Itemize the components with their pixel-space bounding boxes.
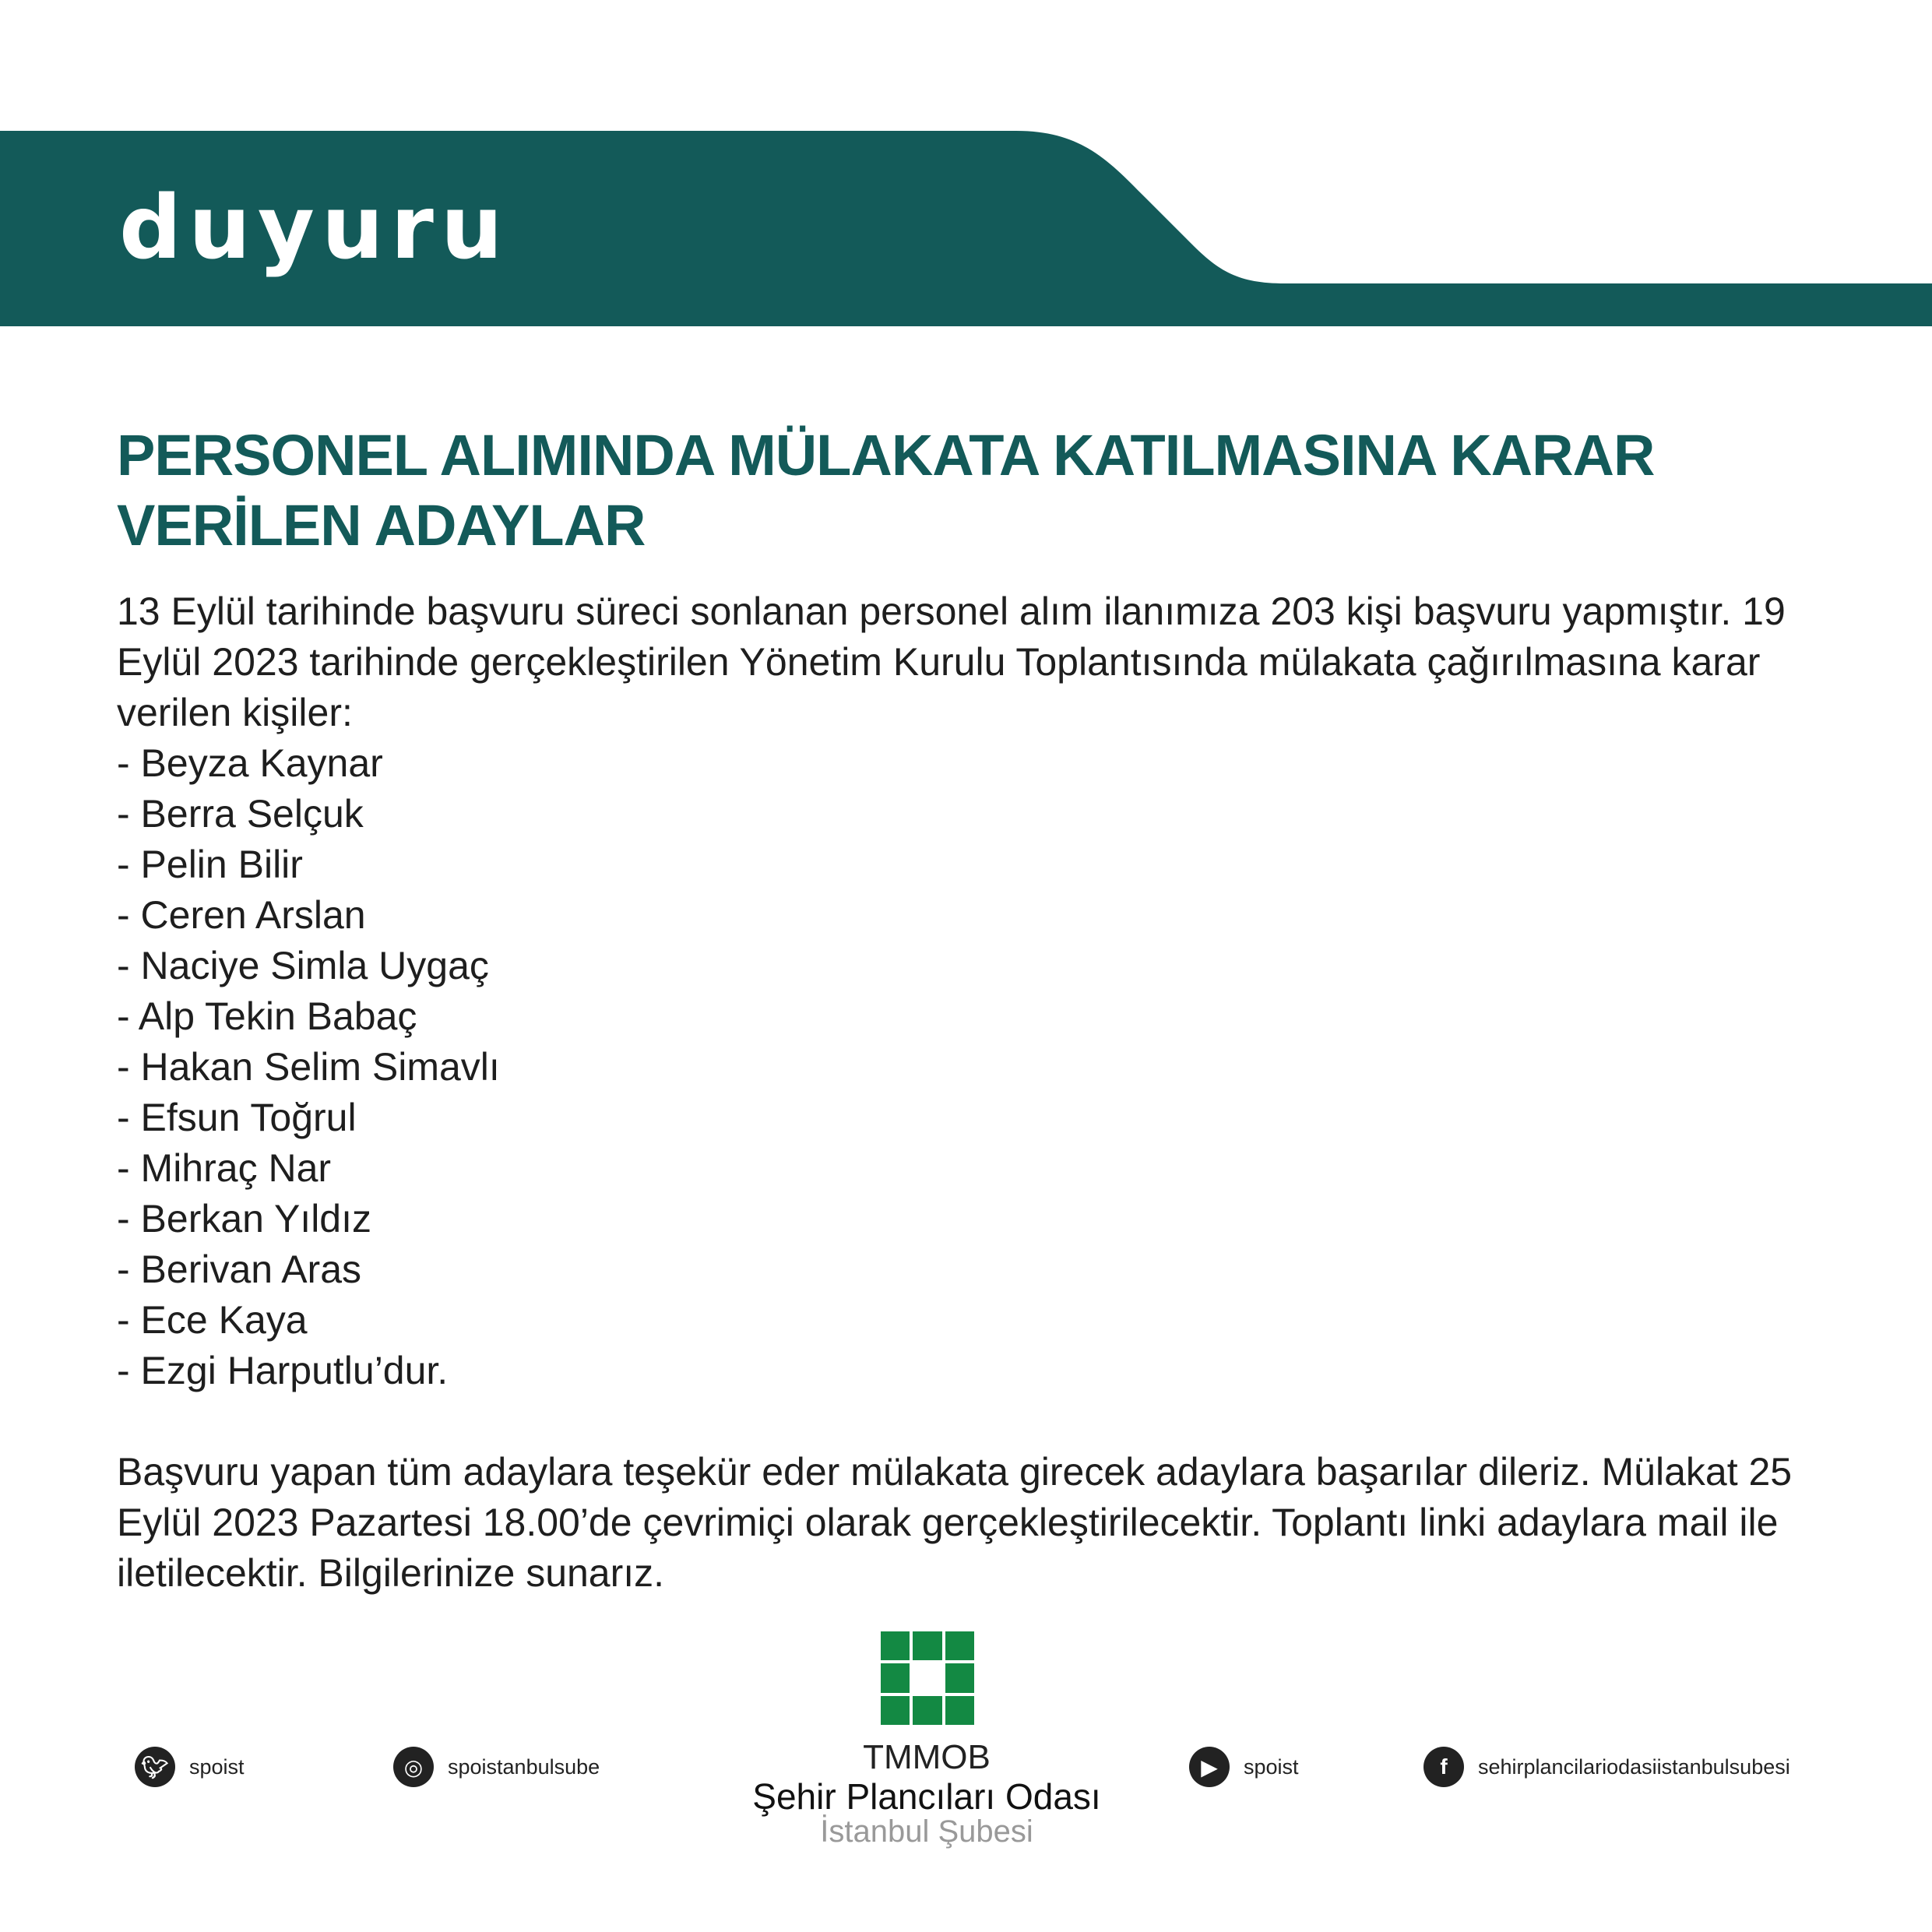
list-item: - Beyza Kaynar: [117, 741, 383, 785]
social-facebook[interactable]: [1423, 1747, 1790, 1787]
social-twitter[interactable]: [135, 1747, 245, 1787]
list-item: - Berkan Yıldız: [117, 1197, 372, 1240]
list-item: - Naciye Simla Uygaç: [117, 944, 489, 987]
candidate-list: [117, 738, 1869, 1396]
list-item: - Pelin Bilir: [117, 843, 303, 886]
closing-paragraph: Başvuru yapan tüm adaylara teşekür eder mülakata girecek adaylara başarılar dileriz. Mülakat 25 Eylül 2023 Pazartesi 18.00’de çevrimiçi olarak gerçekleştirilecektir. Toplantı linki adaylara mail ile iletilecektir. Bilgilerinize sunarız.: [117, 1450, 1793, 1595]
social-youtube[interactable]: [1189, 1747, 1299, 1787]
list-item: - Alp Tekin Babaç: [117, 994, 417, 1038]
list-item: - Efsun Toğrul: [117, 1096, 357, 1139]
facebook-handle: sehirplancilariodasiistanbulsubesi: [1478, 1754, 1790, 1779]
intro-paragraph: 13 Eylül tarihinde başvuru süreci sonlanan personel alım ilanımıza 203 kişi başvuru yapmıştır. 19 Eylül 2023 tarihinde gerçekleştirilen Yönetim Kurulu Toplantısında mülakata çağırılmasına karar verilen kişiler:: [117, 589, 1786, 734]
logo-branch: İstanbul Şubesi: [820, 1814, 1033, 1849]
list-item: - Mihraç Nar: [117, 1146, 332, 1190]
logo-chamber: Şehir Plancıları Odası: [752, 1776, 1101, 1817]
twitter-handle: spoist: [189, 1754, 245, 1779]
logo-org: TMMOB: [863, 1738, 991, 1776]
list-item: - Ece Kaya: [117, 1298, 308, 1342]
tmmob-logo-icon: [881, 1631, 974, 1725]
youtube-icon: ▶: [1189, 1747, 1230, 1787]
twitter-icon: 🐦︎: [135, 1747, 175, 1787]
list-item: - Hakan Selim Simavlı: [117, 1045, 500, 1089]
instagram-handle: spoistanbulsube: [448, 1754, 600, 1779]
facebook-icon: f: [1423, 1747, 1464, 1787]
header-kicker: duyuru: [119, 178, 510, 279]
title-line-2: VERİLEN ADAYLAR: [117, 493, 646, 558]
list-item: - Berivan Aras: [117, 1248, 362, 1291]
list-item: - Ezgi Harputlu’dur.: [117, 1349, 449, 1392]
title-line-1: PERSONEL ALIMINDA MÜLAKATA KATILMASINA KARAR: [117, 423, 1655, 487]
list-item: - Ceren Arslan: [117, 893, 366, 937]
youtube-handle: spoist: [1244, 1754, 1299, 1779]
social-instagram[interactable]: [393, 1747, 600, 1787]
list-item: - Berra Selçuk: [117, 792, 364, 836]
page-title: [117, 421, 1869, 561]
instagram-icon: ◎: [393, 1747, 434, 1787]
